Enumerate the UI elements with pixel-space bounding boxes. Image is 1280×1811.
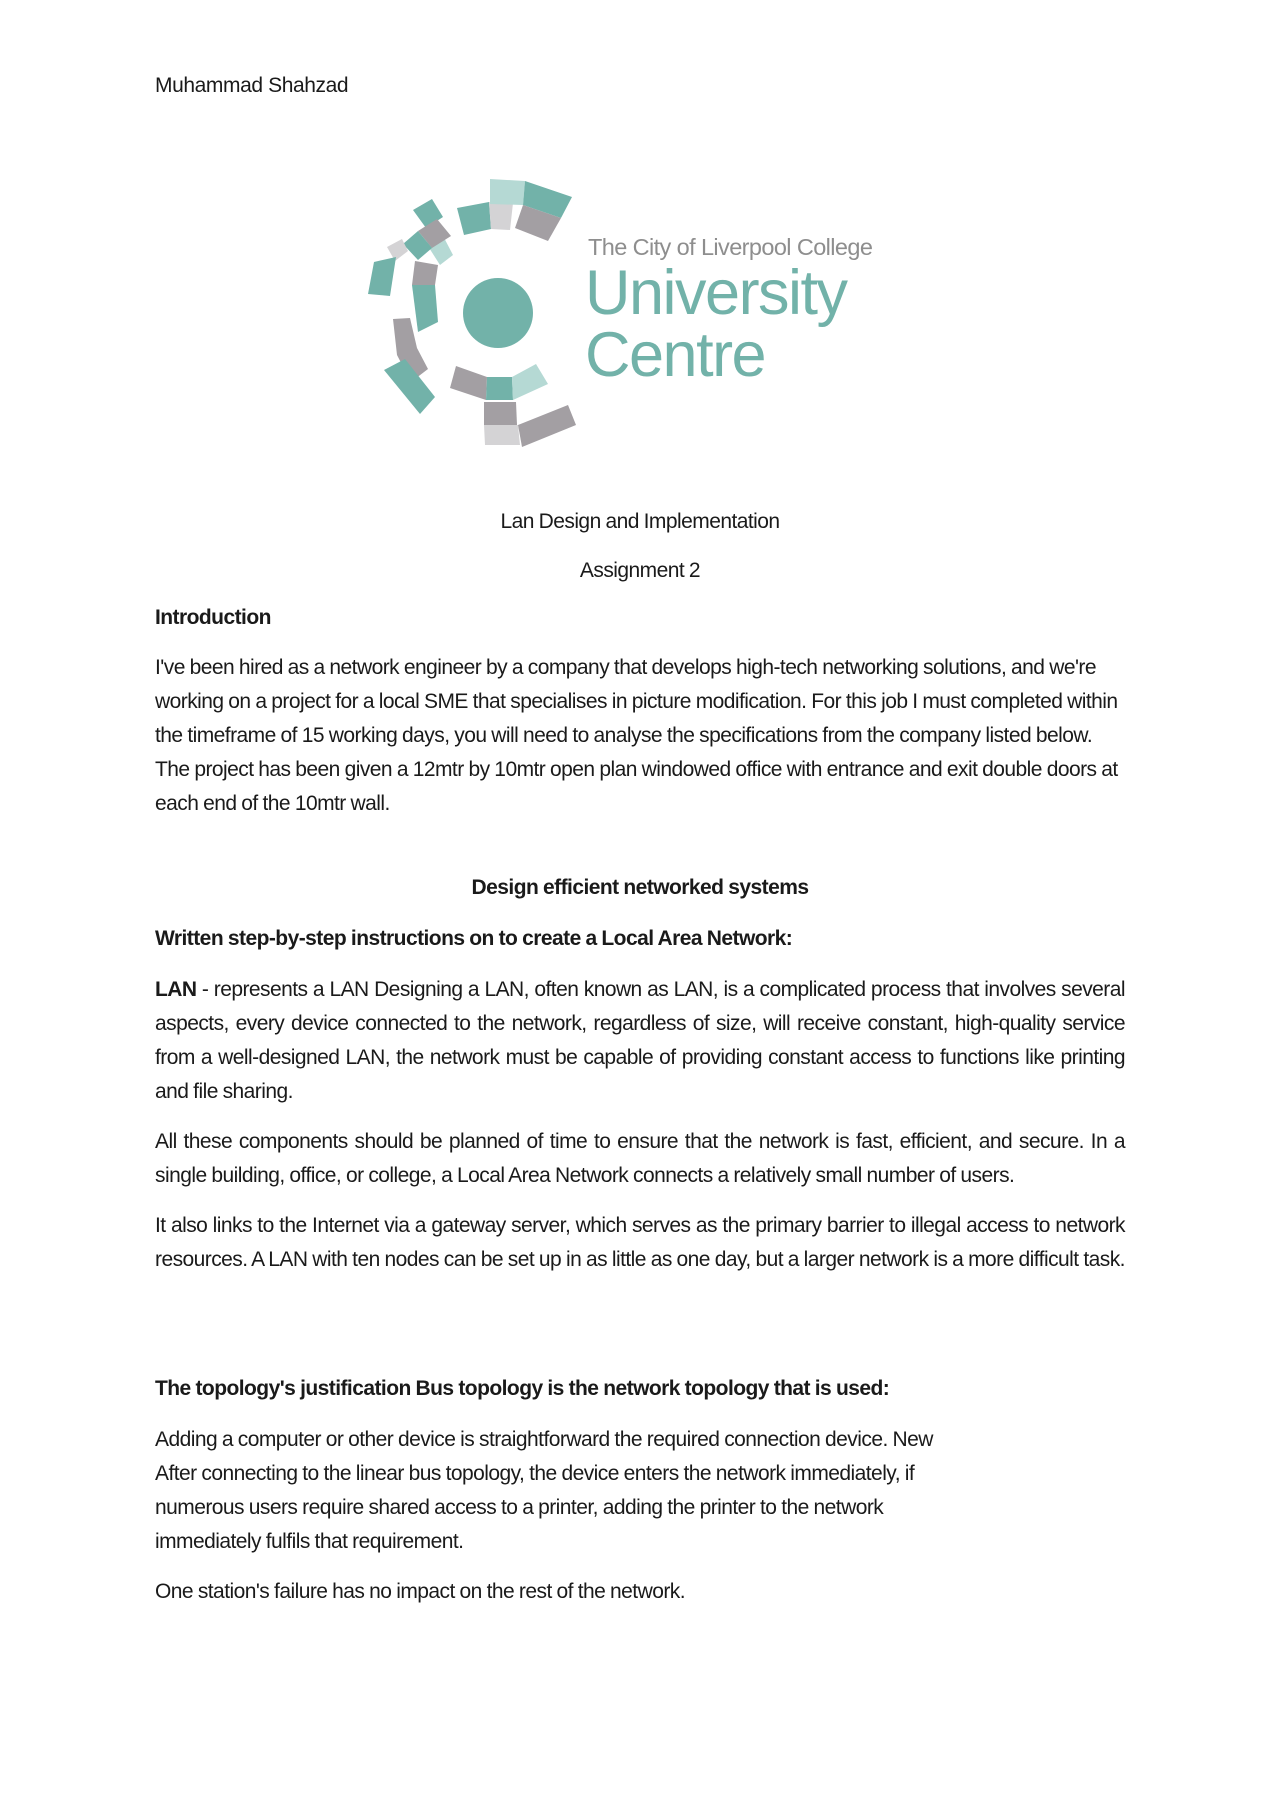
failure-paragraph: One station's failure has no impact on the rest of the network. bbox=[155, 1580, 685, 1603]
logo-segment bbox=[484, 425, 520, 445]
logo-segment bbox=[490, 179, 525, 205]
logo-college-name: The City of Liverpool College bbox=[588, 234, 873, 260]
topology-line: Adding a computer or other device is straightforward the required connection device. New bbox=[155, 1428, 933, 1451]
lan-paragraph bbox=[155, 973, 1125, 1109]
logo-segment bbox=[512, 364, 548, 400]
logo-segment bbox=[368, 257, 396, 296]
design-heading: Design efficient networked systems bbox=[471, 876, 809, 899]
logo-segment bbox=[489, 202, 513, 230]
instructions-heading: Written step-by-step instructions on to create a Local Area Network: bbox=[155, 927, 793, 950]
lan-description: - represents a LAN Designing a LAN, often known as LAN, is a complicated process that involves several aspects, every device connected to the network, regardless of size, will receive constant, high-quality service from a well-designed LAN, the network must be capable of providing constant access to functions like printing and file sharing. bbox=[155, 978, 1125, 1103]
components-paragraph: All these components should be planned of time to ensure that the network is fast, efficient, and secure. In a single building, office, or college, a Local Area Network connects a relatively small number of users. bbox=[155, 1130, 1125, 1187]
introduction-heading: Introduction bbox=[155, 606, 271, 629]
internet-paragraph: It also links to the Internet via a gateway server, which serves as the primary barrier to illegal access to network resources. A LAN with ten nodes can be set up in as little as one day, but a larger network is a more difficult task. bbox=[155, 1214, 1125, 1271]
logo-segment bbox=[484, 402, 517, 425]
assignment-title: Assignment 2 bbox=[579, 559, 701, 582]
course-title: Lan Design and Implementation bbox=[500, 510, 780, 533]
introduction-section bbox=[155, 601, 1125, 821]
logo-emblem-icon bbox=[360, 172, 590, 457]
logo-university-text: University bbox=[585, 258, 847, 328]
logo-center-circle bbox=[463, 278, 533, 348]
lan-term: LAN bbox=[155, 978, 197, 1001]
title-block bbox=[155, 505, 1125, 588]
logo-segment bbox=[387, 239, 408, 261]
logo-segment bbox=[412, 285, 438, 332]
topology-paragraph bbox=[155, 1423, 1125, 1559]
topology-line: numerous users require shared access to a printer, adding the printer to the network bbox=[155, 1496, 884, 1519]
logo-segment bbox=[450, 366, 487, 400]
logo-segment bbox=[518, 405, 576, 447]
topology-line: After connecting to the linear bus topology, the device enters the network immediately, if bbox=[155, 1462, 915, 1485]
topology-heading: The topology's justification Bus topology is the network topology that is used: bbox=[155, 1377, 890, 1400]
topology-line: immediately fulfils that requirement. bbox=[155, 1530, 464, 1553]
design-section bbox=[155, 871, 1125, 1277]
introduction-paragraph: I've been hired as a network engineer by a company that develops high-tech networking solutions, and we're working on a project for a local SME that specialises in picture modification. For this job I must completed within the timeframe of 15 working days, you will need to analyse the specifications from the company listed below. The project has been given a 12mtr by 10mtr open plan windowed office with entrance and exit double doors at each end of the 10mtr wall. bbox=[155, 656, 1118, 815]
college-logo bbox=[360, 172, 890, 457]
logo-centre-text: Centre bbox=[585, 320, 766, 390]
logo-segment bbox=[486, 377, 513, 400]
author-name: Muhammad Shahzad bbox=[155, 74, 349, 97]
logo-segment bbox=[412, 261, 438, 285]
logo-segment bbox=[384, 359, 435, 414]
logo-segment bbox=[457, 202, 491, 235]
topology-section bbox=[155, 1372, 1125, 1609]
